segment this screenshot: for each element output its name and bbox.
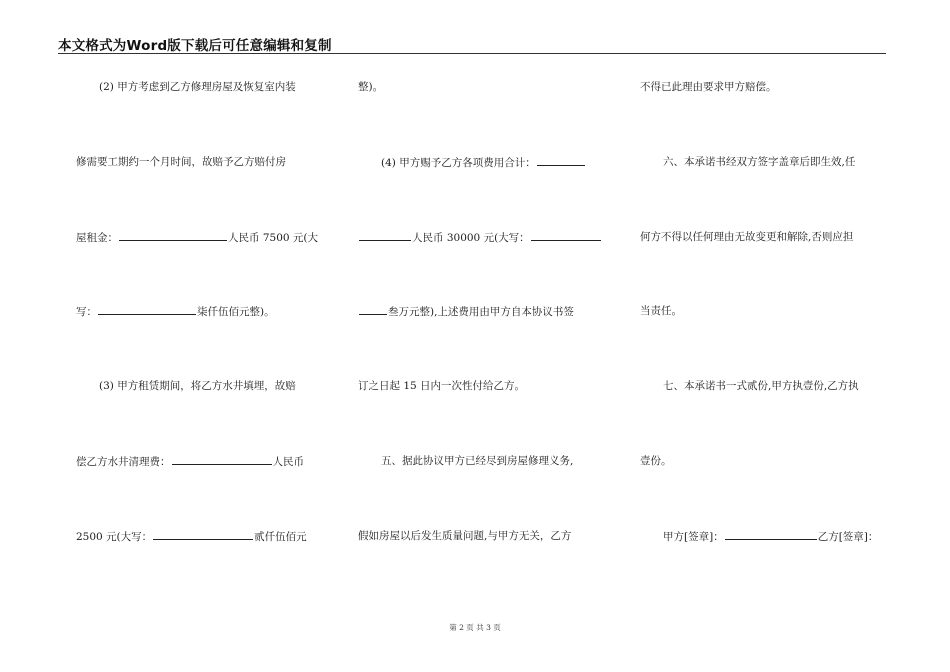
text-line — [76, 155, 286, 169]
text-line — [99, 379, 296, 393]
text-line — [358, 230, 602, 245]
text-span: 订之日起 15 日内一次性付给乙方。 — [358, 380, 526, 392]
text-span: 甲方[签章]： — [663, 531, 724, 543]
text-line — [358, 529, 571, 543]
text-line — [640, 304, 682, 318]
text-span: 六、本承诺书经双方签字盖章后即生效,任 — [663, 156, 856, 168]
text-span: 乙方[签章]： — [817, 531, 879, 543]
text-line — [76, 529, 307, 544]
text-span: 偿乙方水井清理费： — [76, 456, 171, 468]
text-span: 柒仟伍佰元整)。 — [197, 306, 275, 318]
text-span: 人民币 — [272, 456, 304, 468]
text-line — [640, 454, 672, 468]
text-line — [663, 155, 855, 169]
text-span: (3) 甲方租赁期间，将乙方水井填埋，故赔 — [99, 380, 296, 392]
text-span: 当责任。 — [640, 305, 682, 317]
text-line — [663, 379, 859, 393]
text-line — [358, 379, 525, 393]
text-span: 人民币 30000 元(大写： — [412, 232, 530, 244]
text-line — [663, 529, 878, 544]
text-span: (2) 甲方考虑到乙方修理房屋及恢复室内装 — [99, 81, 296, 93]
text-line — [76, 304, 275, 319]
text-span: 叁万元整),上述费用由甲方自本协议书签 — [388, 306, 574, 318]
fill-blank[interactable] — [98, 304, 196, 315]
text-span: (4) 甲方赐予乙方各项费用合计： — [381, 157, 536, 169]
fill-blank[interactable] — [537, 155, 585, 166]
text-span: 屋租金： — [76, 232, 118, 244]
fill-blank[interactable] — [359, 230, 411, 241]
text-span: 2500 元(大写： — [76, 531, 153, 543]
text-span: 贰仟伍佰元 — [254, 531, 307, 543]
header-title: 本文格式为Word版下载后可任意编辑和复制 — [58, 38, 332, 54]
text-line — [381, 155, 586, 170]
text-line — [358, 80, 383, 94]
text-line — [76, 454, 304, 469]
fill-blank[interactable] — [531, 230, 601, 241]
header-divider — [58, 53, 886, 54]
page-footer: 第 2 页 共 3 页 — [449, 623, 501, 632]
fill-blank[interactable] — [172, 454, 272, 465]
text-span: 壹份。 — [640, 455, 672, 467]
text-span: 修需要工期约一个月时间，故赔予乙方赔付房 — [76, 156, 286, 168]
text-span: 人民币 7500 元(大 — [228, 232, 318, 244]
text-line — [99, 80, 296, 94]
text-span: 写： — [76, 306, 97, 318]
text-line — [358, 304, 574, 319]
fill-blank[interactable] — [725, 529, 817, 540]
fill-blank[interactable] — [119, 230, 227, 241]
text-line — [381, 454, 573, 468]
text-span: 假如房屋以后发生质量问题,与甲方无关，乙方 — [358, 530, 572, 542]
text-span: 整)。 — [358, 81, 384, 93]
text-span: 不得已此理由要求甲方赔偿。 — [640, 81, 777, 93]
text-span: 五、据此协议甲方已经尽到房屋修理义务, — [381, 455, 574, 467]
fill-blank[interactable] — [359, 304, 387, 315]
text-line — [76, 230, 318, 245]
text-span: 七、本承诺书一式贰份,甲方执壹份,乙方执 — [663, 380, 859, 392]
text-span: 何方不得以任何理由无故变更和解除,否则应担 — [640, 231, 854, 243]
fill-blank[interactable] — [153, 529, 253, 540]
text-line — [640, 230, 853, 244]
text-line — [640, 80, 777, 94]
